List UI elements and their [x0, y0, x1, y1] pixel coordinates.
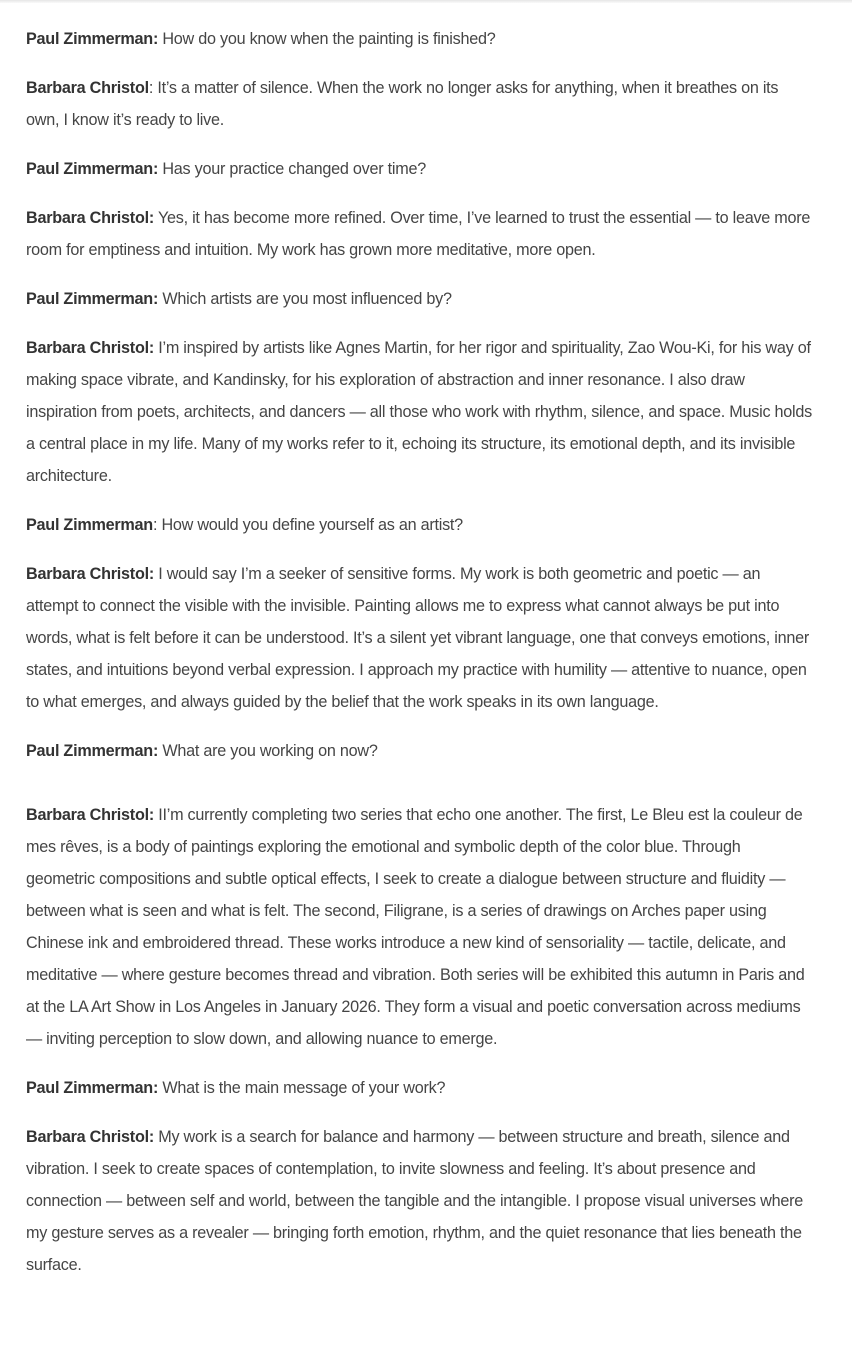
speaker-name: Paul Zimmerman [26, 516, 153, 534]
answer-text: I’m inspired by artists like Agnes Martin, for her rigor and spirituality, Zao Wou-Ki, for his way of making space vibrate, and Kandinsky, for his exploration of abstraction and inner resonance. I also draw inspiration from poets, architects, and dancers — all those who work with rhythm, silence, and space. Music holds a central place in my life. Many of my works refer to it, echoing its structure, its emotional depth, and its invisible architecture. [26, 339, 812, 485]
question-paragraph [26, 283, 812, 315]
speaker-separator: : [148, 79, 154, 97]
speaker-name: Barbara Christol: [26, 339, 154, 357]
speaker-name: Barbara Christol: [26, 209, 154, 227]
answer-paragraph [26, 72, 812, 136]
answer-text: I would say I’m a seeker of sensitive forms. My work is both geometric and poetic — an attempt to connect the visible with the invisible. Painting allows me to express what cannot always be put into words, what is felt before it can be understood. It’s a silent yet vibrant language, one that conveys emotions, inner states, and intuitions beyond verbal expression. I approach my practice with humility — attentive to nuance, open to what emerges, and always guided by the belief that the work speaks in its own language. [26, 565, 809, 711]
answer-paragraph [26, 202, 812, 266]
answer-text: It’s a matter of silence. When the work no longer asks for anything, when it breathes on its own, I know it’s ready to live. [26, 79, 779, 129]
speaker-name: Paul Zimmerman: [26, 290, 159, 308]
question-paragraph [26, 23, 812, 55]
speaker-name: Paul Zimmerman: [26, 160, 159, 178]
speaker-separator: : [152, 516, 158, 534]
answer-text: Yes, it has become more refined. Over time, I’ve learned to trust the essential — to leave more room for emptiness and intuition. My work has grown more meditative, more open. [26, 209, 811, 259]
speaker-name: Barbara Christol [26, 79, 149, 97]
question-text: What is the main message of your work? [158, 1079, 446, 1097]
question-paragraph [26, 735, 812, 767]
answer-paragraph [26, 558, 812, 718]
question-text: Has your practice changed over time? [158, 160, 426, 178]
speaker-name: Paul Zimmerman: [26, 30, 159, 48]
answer-paragraph [26, 1121, 812, 1281]
question-paragraph [26, 153, 812, 185]
answer-paragraph [26, 332, 812, 492]
question-text: Which artists are you most influenced by? [158, 290, 452, 308]
question-text: What are you working on now? [158, 742, 378, 760]
speaker-name: Paul Zimmerman: [26, 1079, 159, 1097]
question-text: How would you define yourself as an artist? [157, 516, 463, 534]
speaker-name: Barbara Christol: [26, 1128, 154, 1146]
header-shadow-divider [0, 0, 852, 3]
answer-paragraph [26, 799, 812, 1055]
speaker-name: Paul Zimmerman: [26, 742, 159, 760]
question-text: How do you know when the painting is finished? [158, 30, 496, 48]
interview-transcript [26, 23, 812, 1298]
speaker-name: Barbara Christol: [26, 565, 154, 583]
question-paragraph [26, 509, 812, 541]
question-paragraph [26, 1072, 812, 1104]
answer-text: II’m currently completing two series that echo one another. The first, Le Bleu est la couleur de mes rêves, is a body of paintings exploring the emotional and symbolic depth of the color blue. Through geometric compositions and subtle optical effects, I seek to create a dialogue between structure and fluidity — between what is seen and what is felt. The second, Filigrane, is a series of drawings on Arches paper using Chinese ink and embroidered thread. These works introduce a new kind of sensoriality — tactile, delicate, and meditative — where gesture becomes thread and vibration. Both series will be exhibited this autumn in Paris and at the LA Art Show in Los Angeles in January 2026. They form a visual and poetic conversation across mediums — inviting perception to slow down, and allowing nuance to emerge. [26, 806, 805, 1048]
speaker-name: Barbara Christol: [26, 806, 154, 824]
answer-text: My work is a search for balance and harmony — between structure and breath, silence and vibration. I seek to create spaces of contemplation, to invite slowness and feeling. It’s about presence and connection — between self and world, between the tangible and the intangible. I propose visual universes where my gesture serves as a revealer — bringing forth emotion, rhythm, and the quiet resonance that lies beneath the surface. [26, 1128, 803, 1274]
